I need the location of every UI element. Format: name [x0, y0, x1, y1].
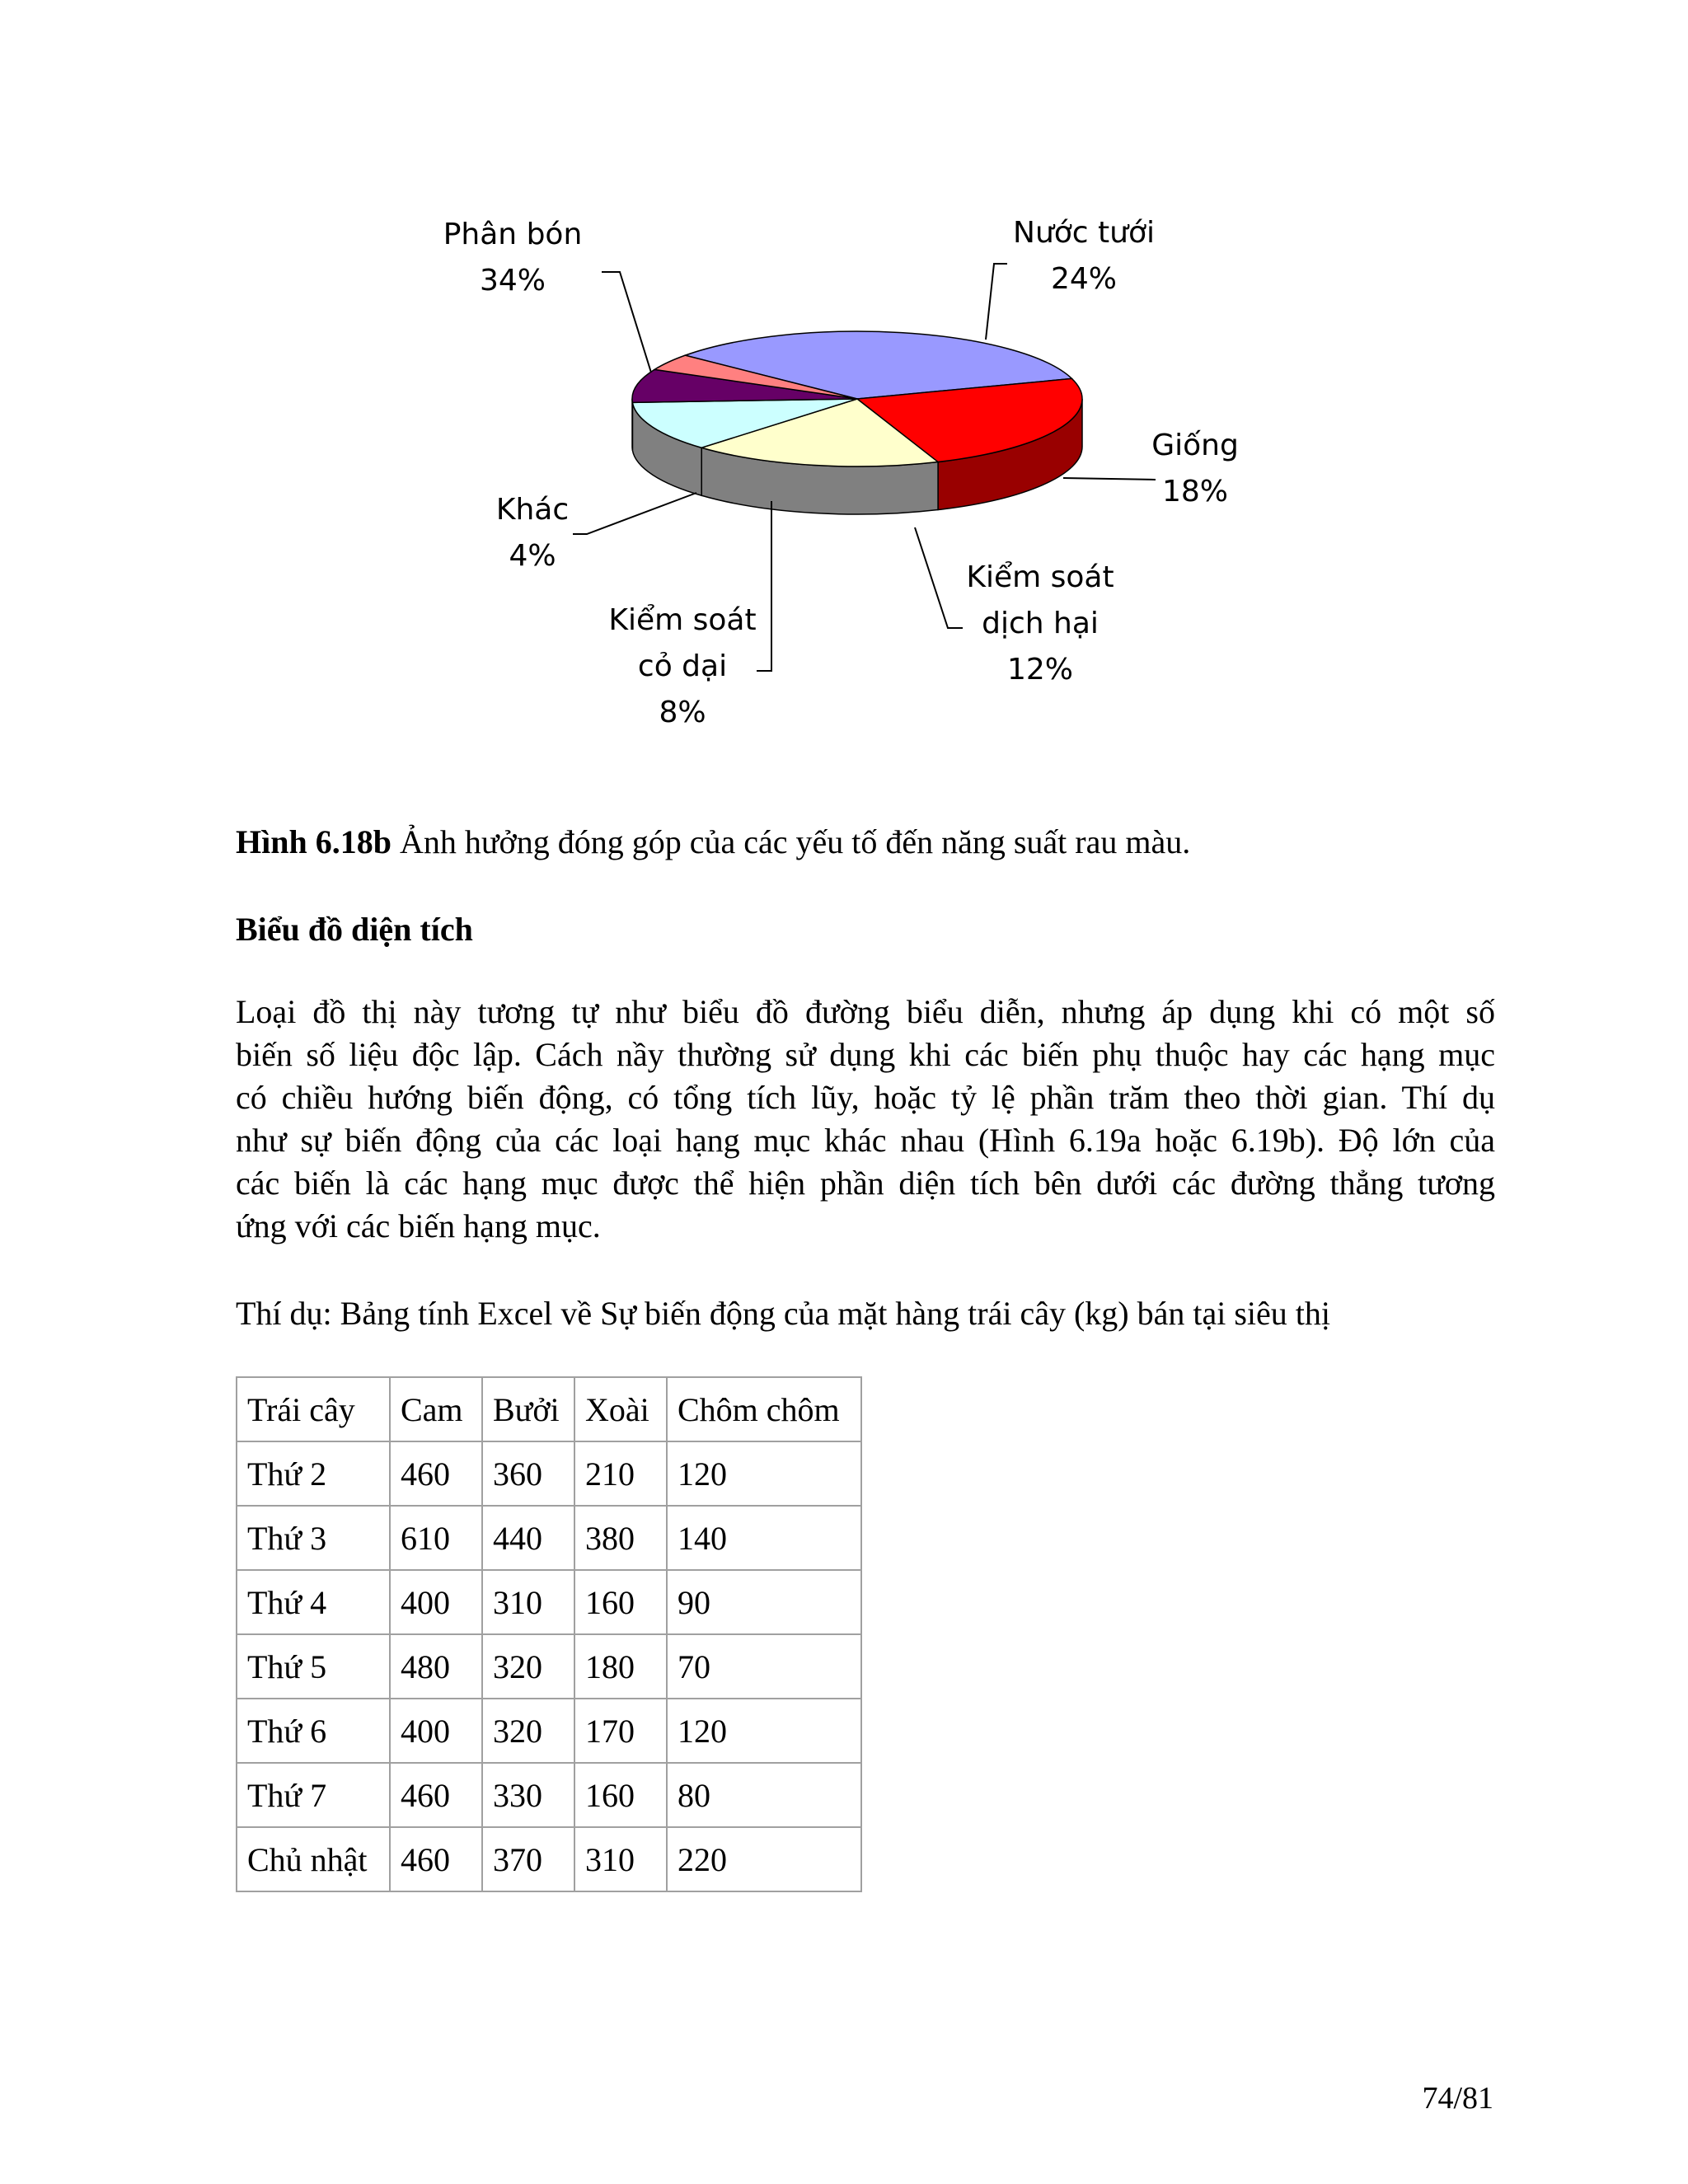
table-cell: 460 — [390, 1827, 482, 1891]
table-header-row — [237, 1377, 861, 1441]
row-label-cell: Thứ 5 — [237, 1634, 390, 1699]
table-cell: 70 — [667, 1634, 861, 1699]
slice-label: 24% — [1050, 262, 1118, 296]
leader-line — [986, 264, 1007, 340]
table-cell: 370 — [482, 1827, 574, 1891]
row-label-cell: Thứ 6 — [237, 1699, 390, 1763]
row-label-cell: Thứ 4 — [237, 1570, 390, 1634]
slice-label: Khác — [495, 493, 570, 527]
figure-number: Hình 6.18b — [236, 823, 392, 860]
row-label-cell: Chủ nhật — [237, 1827, 390, 1891]
table-cell: 90 — [667, 1570, 861, 1634]
paragraph-line: như sự biến động của các loại hạng mục khác nhau (Hình 6.19a hoặc 6.19b). Độ lớn của — [236, 1122, 1495, 1159]
table-cell: 320 — [482, 1699, 574, 1763]
table-cell: 460 — [390, 1441, 482, 1506]
table-cell: 170 — [574, 1699, 667, 1763]
slice-label: Giống — [1151, 429, 1239, 462]
slice-label: Nước tưới — [1013, 216, 1155, 250]
slice-label: Kiểm soát — [608, 603, 757, 637]
table-cell: 210 — [574, 1441, 667, 1506]
slice-label: Phân bón — [443, 218, 583, 251]
table-row — [237, 1763, 861, 1827]
table-cell: 400 — [390, 1699, 482, 1763]
table-cell: 310 — [574, 1827, 667, 1891]
slice-label: Kiểm soát — [966, 560, 1114, 594]
section-heading: Biểu đồ diện tích — [236, 911, 473, 948]
fruit-sales-table — [236, 1376, 862, 1892]
slice-label: 12% — [1006, 653, 1074, 687]
page-number: 74/81 — [1422, 2081, 1493, 2116]
row-label-cell: Thứ 3 — [237, 1506, 390, 1570]
leader-line — [915, 527, 963, 628]
table-cell: 380 — [574, 1506, 667, 1570]
paragraph-line: Loại đồ thị này tương tự như biểu đồ đường biểu diễn, nhưng áp dụng khi có một số — [236, 993, 1495, 1030]
pie-chart — [0, 0, 1688, 791]
table-cell: 480 — [390, 1634, 482, 1699]
table-row — [237, 1570, 861, 1634]
slice-label: 18% — [1161, 475, 1229, 509]
table-cell: 330 — [482, 1763, 574, 1827]
header-cell: Bưởi — [482, 1377, 574, 1441]
table-cell: 180 — [574, 1634, 667, 1699]
figure-caption-text: Ảnh hưởng đóng góp của các yếu tố đến năng suất rau màu. — [391, 823, 1191, 860]
table-row — [237, 1827, 861, 1891]
table-cell: 120 — [667, 1441, 861, 1506]
slice-label: cỏ dại — [637, 649, 728, 683]
leader-line — [1063, 478, 1156, 480]
table-cell: 220 — [667, 1827, 861, 1891]
table-row — [237, 1441, 861, 1506]
table-cell: 140 — [667, 1506, 861, 1570]
header-cell: Xoài — [574, 1377, 667, 1441]
table-row — [237, 1634, 861, 1699]
paragraph-line: các biến là các hạng mục được thể hiện phần diện tích bên dưới các đường thẳng tương — [236, 1165, 1495, 1202]
slice-label: 8% — [659, 696, 706, 729]
leader-line — [757, 501, 771, 671]
table-row — [237, 1699, 861, 1763]
leader-line — [573, 493, 696, 534]
table-cell: 610 — [390, 1506, 482, 1570]
table-cell: 120 — [667, 1699, 861, 1763]
figure-caption — [236, 818, 1190, 867]
example-text: Thí dụ: Bảng tính Excel về Sự biến động của mặt hàng trái cây (kg) bán tại siêu thị — [236, 1295, 1331, 1332]
paragraph-line: ứng với các biến hạng mục. — [236, 1207, 601, 1244]
body-paragraph — [236, 991, 1495, 1248]
table-cell: 460 — [390, 1763, 482, 1827]
table-cell: 160 — [574, 1570, 667, 1634]
slice-label: 34% — [479, 264, 546, 298]
header-cell: Chôm chôm — [667, 1377, 861, 1441]
table-cell: 400 — [390, 1570, 482, 1634]
table-cell: 310 — [482, 1570, 574, 1634]
table-cell: 360 — [482, 1441, 574, 1506]
paragraph-line: có chiều hướng biến động, có tổng tích lũy, hoặc tỷ lệ phần trăm theo thời gian. Thí dụ — [236, 1079, 1495, 1116]
table-row — [237, 1506, 861, 1570]
row-label-cell: Thứ 2 — [237, 1441, 390, 1506]
slice-label: dịch hại — [982, 607, 1099, 640]
header-cell: Cam — [390, 1377, 482, 1441]
table-cell: 160 — [574, 1763, 667, 1827]
table-cell: 80 — [667, 1763, 861, 1827]
slice-label: 4% — [509, 539, 556, 573]
leader-line — [602, 272, 651, 373]
table-cell: 440 — [482, 1506, 574, 1570]
paragraph-line: biến số liệu độc lập. Cách nầy thường sử dụng khi các biến phụ thuộc hay các hạng mục — [236, 1036, 1495, 1073]
row-label-cell: Thứ 7 — [237, 1763, 390, 1827]
table-cell: 320 — [482, 1634, 574, 1699]
header-cell: Trái cây — [237, 1377, 390, 1441]
